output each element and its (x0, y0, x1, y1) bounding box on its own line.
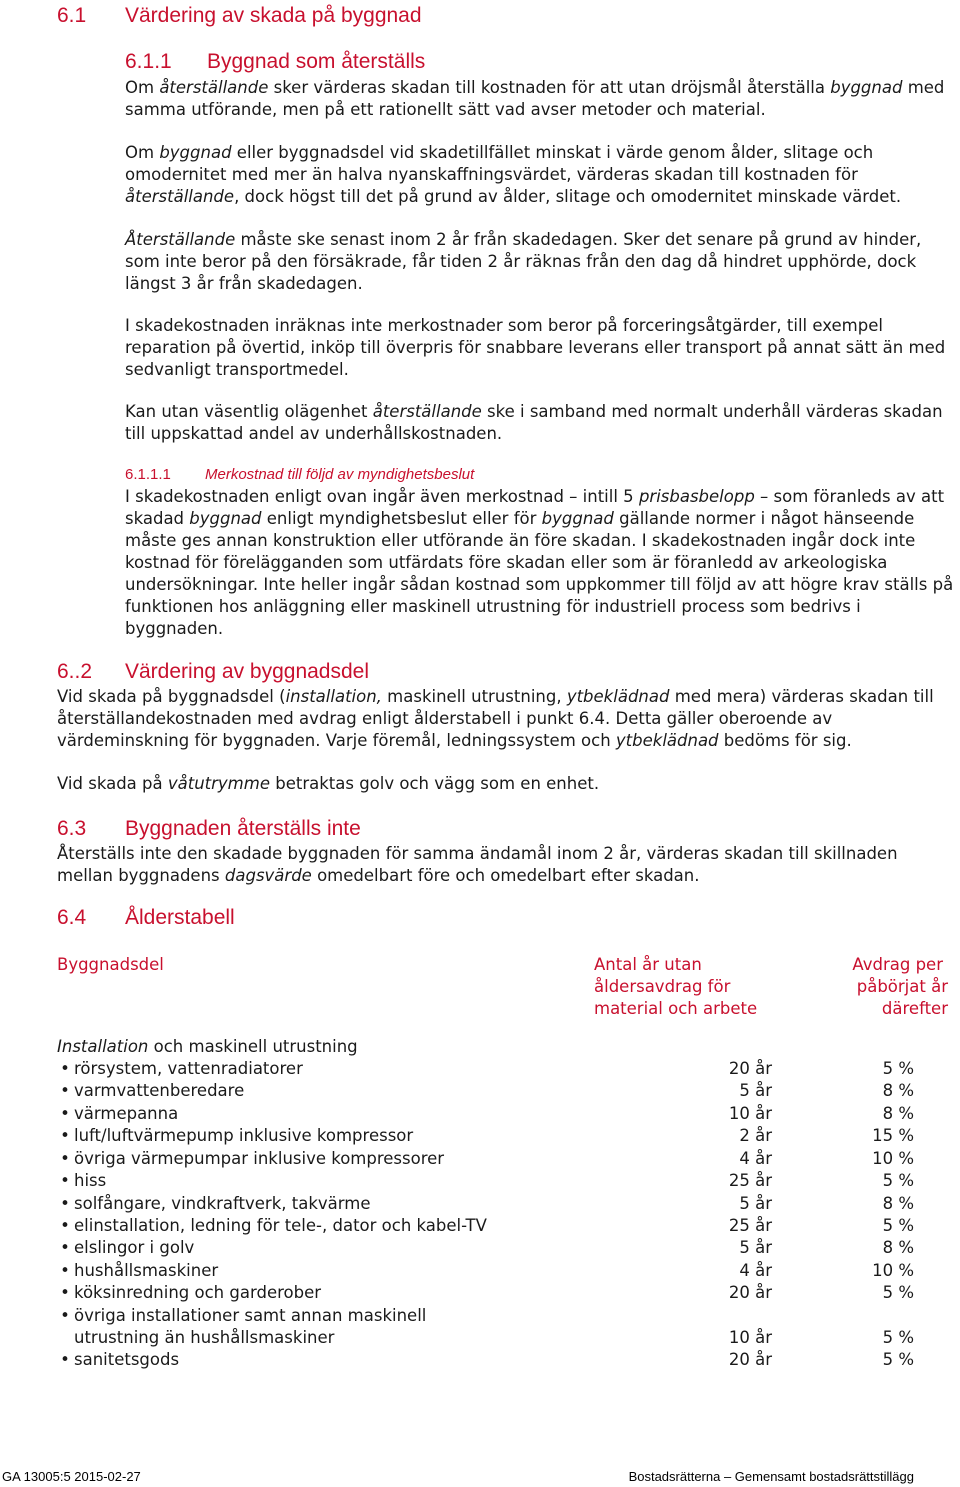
text: ske i samband med normalt underhåll värderas skadan till uppskattad andel av underhållskostnaden. (125, 402, 943, 443)
text: omedelbart före och omedelbart efter skadan. (311, 866, 700, 885)
section-number: 6.4 (57, 906, 87, 929)
table-row (57, 1215, 917, 1237)
row-item: solfångare, vindkraftverk, takvärme (74, 1194, 371, 1213)
row-deduction: 8 % (882, 1238, 914, 1257)
bullet: • (60, 1216, 70, 1235)
row-deduction: 5 % (882, 1171, 914, 1190)
defined-term: våtutrymme (167, 774, 270, 793)
row-years: 25 år (728, 1171, 772, 1190)
header-line: åldersavdrag för (594, 977, 731, 996)
text: Vid skada på byggnadsdel ( (57, 687, 286, 706)
paragraph (125, 229, 955, 295)
text: maskinell utrustning, (381, 687, 567, 706)
row-years: 4 år (739, 1261, 772, 1280)
table-row (57, 1193, 917, 1215)
heading-6-1-1-1 (125, 466, 474, 483)
footer-document-id: GA 13005:5 2015-02-27 (2, 1469, 141, 1484)
paragraph (125, 486, 955, 640)
row-item: värmepanna (74, 1104, 179, 1123)
table-header-deduction (852, 954, 948, 1020)
header-line: därefter (881, 999, 948, 1018)
section-number: 6.1.1.1 (125, 466, 171, 483)
text: Vid skada på (57, 774, 168, 793)
bullet: • (60, 1126, 70, 1145)
row-years: 5 år (739, 1238, 772, 1257)
section-number: 6.1 (57, 4, 87, 27)
row-item: elslingor i golv (74, 1238, 195, 1257)
bullet: • (60, 1283, 70, 1302)
row-item: luft/luftvärmepump inklusive kompressor (74, 1126, 414, 1145)
text: Återställs inte den skadade byggnaden för samma ändamål inom 2 år, värderas skadan till skillnaden mellan byggnadens (57, 844, 898, 885)
row-years: 2 år (739, 1126, 772, 1145)
text: enligt myndighetsbeslut eller för (261, 509, 542, 528)
footer-document-title: Bostadsrätterna – Gemensamt bostadsrättstillägg (628, 1469, 914, 1484)
row-years: 20 år (728, 1283, 772, 1302)
text: I skadekostnaden enligt ovan ingår även merkostnad – intill 5 (125, 487, 639, 506)
bullet: • (60, 1149, 70, 1168)
section-number: 6.3 (57, 817, 87, 840)
row-item: sanitetsgods (74, 1350, 180, 1369)
defined-term: byggnad (830, 78, 903, 97)
paragraph (57, 843, 953, 887)
text: måste ske senast inom 2 år från skadedagen. Sker det senare på grund av hinder, som inte beror på den försäkrade, får tiden 2 år räknas från den dag då hindret upphörde, dock längst 3 år från skadedagen. (125, 230, 922, 293)
bullet: • (60, 1171, 70, 1190)
section-title: Ålderstabell (125, 906, 235, 929)
header-line: Avdrag per (852, 955, 943, 974)
bullet: • (60, 1306, 70, 1325)
paragraph (125, 77, 955, 121)
row-deduction: 10 % (872, 1261, 914, 1280)
paragraph (125, 401, 955, 445)
defined-term: prisbasbelopp (638, 487, 755, 506)
row-deduction: 5 % (882, 1328, 914, 1347)
row-years: 25 år (728, 1216, 772, 1235)
row-years: 5 år (739, 1194, 772, 1213)
table-row (57, 1170, 917, 1192)
text: och maskinell utrustning (148, 1037, 358, 1056)
text: , dock högst till det på grund av ålder, slitage och omodernitet minskade värdet. (234, 187, 902, 206)
bullet: • (60, 1350, 70, 1369)
header-line: Antal år utan (594, 955, 702, 974)
row-item: hiss (74, 1171, 107, 1190)
text: betraktas golv och vägg som en enhet. (269, 774, 600, 793)
row-deduction: 8 % (882, 1194, 914, 1213)
defined-term: ytbeklädnad (566, 687, 670, 706)
defined-term: byggnad (541, 509, 614, 528)
row-deduction: 5 % (882, 1059, 914, 1078)
defined-term: byggnad (189, 509, 262, 528)
table-row (57, 1148, 917, 1170)
defined-term: installation, (285, 687, 382, 706)
defined-term: återställande (159, 78, 269, 97)
defined-term: Installation (57, 1037, 149, 1056)
row-deduction: 5 % (882, 1283, 914, 1302)
heading-6-1 (57, 4, 422, 28)
paragraph (57, 686, 953, 752)
row-item: elinstallation, ledning för tele-, dator och kabel-TV (74, 1216, 487, 1235)
section-title: Byggnaden återställs inte (125, 817, 361, 840)
defined-term: dagsvärde (224, 866, 312, 885)
paragraph: I skadekostnaden inräknas inte merkostnader som beror på forceringsåtgärder, till exempel reparation på övertid, inköp till överpris för snabbare leverans eller transport på annat sätt än med sedvanligt transportmedel. (125, 316, 946, 379)
section-title: Merkostnad till följd av myndighetsbeslut (205, 466, 475, 483)
bullet: • (60, 1059, 70, 1078)
row-years: 10 år (728, 1328, 772, 1347)
text: Om (125, 78, 160, 97)
row-item: övriga värmepumpar inklusive kompressorer (74, 1149, 445, 1168)
table-row (57, 1282, 917, 1304)
text: gällande normer i något hänseende måste ges annan konstruktion eller utförande än före skadan. I skadekostnaden ingår dock inte kostnad för förelägganden som utfärdats före skadan eller som är föranledd av arkeologiska undersökningar. Inte heller ingår sådan kostnad som uppkommer till följd av att högre krav ställs på funktionen hos anläggning eller maskinell utrustning för industriell process som bedrivs i byggnaden. (125, 509, 954, 638)
row-deduction: 8 % (882, 1104, 914, 1123)
table-row (57, 1125, 917, 1147)
text: eller byggnadsdel vid skadetillfället minskat i värde genom ålder, slitage och omodernitet med mer än halva nyanskaffningsvärdet, värderas skadan till kostnaden för (125, 143, 874, 184)
text: sker värderas skadan till kostnaden för att utan dröjsmål återställa (268, 78, 831, 97)
row-deduction: 5 % (882, 1350, 914, 1369)
row-deduction: 5 % (882, 1216, 914, 1235)
row-item-line: utrustning än hushållsmaskiner (74, 1328, 335, 1347)
row-years: 20 år (728, 1350, 772, 1369)
text: Om (125, 143, 160, 162)
table-row (57, 1305, 917, 1349)
row-deduction: 10 % (872, 1149, 914, 1168)
section-number: 6..2 (57, 660, 93, 683)
bullet: • (60, 1261, 70, 1280)
header-line: material och arbete (594, 999, 758, 1018)
paragraph (57, 773, 953, 795)
section-number: 6.1.1 (125, 50, 172, 73)
bullet: • (60, 1104, 70, 1123)
row-deduction: 15 % (872, 1126, 914, 1145)
row-item-line: övriga installationer samt annan maskinell (74, 1306, 427, 1325)
table-row (57, 1080, 917, 1102)
header-line: påbörjat år (856, 977, 948, 996)
bullet: • (60, 1238, 70, 1257)
defined-term: byggnad (159, 143, 232, 162)
text: med samma utförande, men på ett rationellt sätt vad avser metoder och material. (125, 78, 945, 119)
section-title: Byggnad som återställs (207, 50, 426, 73)
row-item (74, 1305, 426, 1349)
row-item: rörsystem, vattenradiatorer (74, 1059, 303, 1078)
row-years: 10 år (728, 1104, 772, 1123)
row-item: köksinredning och garderober (74, 1283, 322, 1302)
text: – som föranleds av att skadad (125, 487, 945, 528)
text: med mera) värderas skadan till återställandekostnaden med avdrag enligt ålderstabell i punkt 6.4. Detta gäller oberoende av värdeminskning för byggnaden. Varje föremål, ledningssystem och (57, 687, 934, 750)
heading-6-1-1 (125, 50, 425, 74)
row-years: 5 år (739, 1081, 772, 1100)
bullet: • (60, 1194, 70, 1213)
heading-6-3 (57, 817, 361, 841)
table-header-years (594, 954, 757, 1020)
defined-term: Återställande (125, 230, 236, 249)
table-header-part: Byggnadsdel (57, 955, 164, 974)
row-item: varmvattenberedare (74, 1081, 245, 1100)
paragraph (125, 142, 955, 208)
heading-6-4 (57, 906, 235, 930)
row-item: hushållsmaskiner (74, 1261, 219, 1280)
table-row (57, 1260, 917, 1282)
table-group-title (57, 1036, 358, 1058)
table-row (57, 1103, 917, 1125)
bullet: • (60, 1081, 70, 1100)
defined-term: återställande (372, 402, 482, 421)
text: Kan utan väsentlig olägenhet (125, 402, 373, 421)
heading-6-2 (57, 660, 369, 684)
section-title: Värdering av byggnadsdel (125, 660, 370, 683)
section-title: Värdering av skada på byggnad (125, 4, 422, 27)
defined-term: återställande (125, 187, 235, 206)
row-years: 4 år (739, 1149, 772, 1168)
row-years: 20 år (728, 1059, 772, 1078)
row-deduction: 8 % (882, 1081, 914, 1100)
table-row (57, 1237, 917, 1259)
defined-term: ytbeklädnad (615, 731, 719, 750)
table-row (57, 1349, 917, 1371)
table-row (57, 1058, 917, 1080)
text: bedöms för sig. (718, 731, 852, 750)
